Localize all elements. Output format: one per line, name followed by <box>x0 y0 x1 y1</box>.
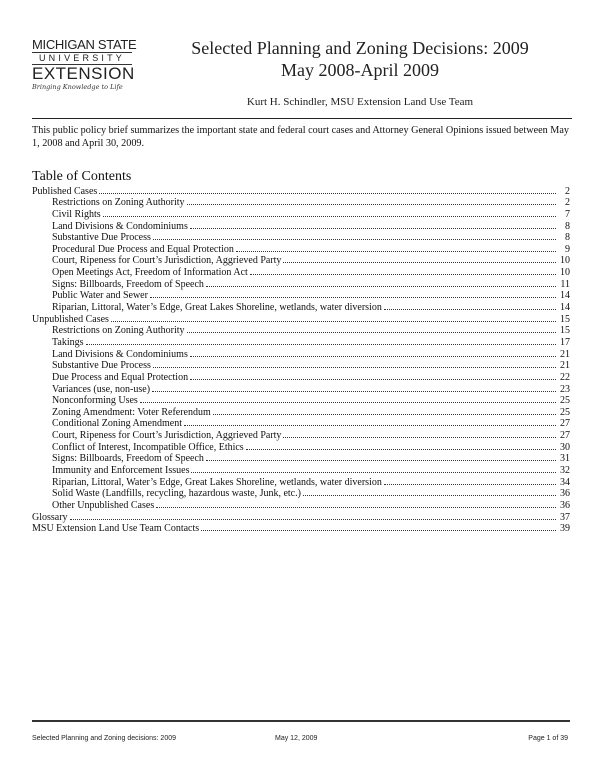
toc-entry[interactable] <box>32 453 570 465</box>
toc-entry-page: 11 <box>560 278 570 290</box>
toc-entry-label: Other Unpublished Cases <box>52 499 155 511</box>
toc-entry-label: Zoning Amendment: Voter Referendum <box>52 406 211 418</box>
toc-dot-leader <box>187 331 557 333</box>
toc-entry-page: 31 <box>560 453 570 465</box>
toc-dot-leader <box>187 203 557 205</box>
toc-entry-label: Nonconforming Uses <box>52 395 138 407</box>
toc-entry[interactable] <box>32 418 570 430</box>
toc-dot-leader <box>103 215 556 217</box>
toc-entry-label: Due Process and Equal Protection <box>52 371 189 383</box>
toc-entry[interactable] <box>32 429 570 441</box>
toc-dot-leader <box>190 378 556 380</box>
footer-divider <box>32 720 570 722</box>
toc-entry-page: 21 <box>560 360 570 372</box>
toc-entry-page: 21 <box>560 348 570 360</box>
toc-dot-leader <box>99 192 556 194</box>
toc-entry-page: 15 <box>560 325 570 337</box>
toc-dot-leader <box>246 448 556 450</box>
footer-date: May 12, 2009 <box>275 735 318 742</box>
toc-entry-page: 14 <box>560 290 570 302</box>
toc-dot-leader <box>201 529 556 531</box>
toc-entry[interactable] <box>32 336 570 348</box>
toc-entry[interactable] <box>32 266 570 278</box>
toc-entry-page: 14 <box>560 302 570 314</box>
toc-entry-page: 17 <box>560 336 570 348</box>
toc-dot-leader <box>152 390 556 392</box>
toc-dot-leader <box>384 483 556 485</box>
toc-entry-label: MSU Extension Land Use Team Contacts <box>32 523 200 535</box>
toc-entry[interactable] <box>32 255 570 267</box>
table-of-contents <box>32 185 570 534</box>
toc-dot-leader <box>190 227 556 229</box>
toc-entry-page: 27 <box>560 418 570 430</box>
toc-entry-label: Riparian, Littoral, Water’s Edge, Great Lakes Shoreline, wetlands, water diversion <box>52 302 382 314</box>
toc-entry[interactable] <box>32 243 570 255</box>
toc-entry-label: Variances (use, non-use) <box>52 383 151 395</box>
logo-tagline: Bringing Knowledge to Life <box>32 83 123 91</box>
toc-entry-label: Conditional Zoning Amendment <box>52 418 182 430</box>
toc-entry-page: 8 <box>565 232 570 244</box>
toc-entry-page: 32 <box>560 465 570 477</box>
toc-entry-label: Published Cases <box>32 185 98 197</box>
toc-entry[interactable] <box>32 348 570 360</box>
toc-entry-page: 2 <box>565 197 570 209</box>
toc-entry[interactable] <box>32 511 570 523</box>
toc-entry[interactable] <box>32 371 570 383</box>
toc-entry[interactable] <box>32 232 570 244</box>
title-line-2: May 2008-April 2009 <box>281 60 439 80</box>
toc-entry-label: Land Divisions & Condominiums <box>52 220 188 232</box>
header-divider <box>32 118 572 119</box>
toc-dot-leader <box>303 494 556 496</box>
toc-entry-label: Conflict of Interest, Incompatible Office, Ethics <box>52 441 244 453</box>
logo-line-1: MICHIGAN STATE <box>32 37 137 52</box>
toc-entry[interactable] <box>32 476 570 488</box>
toc-entry-label: Civil Rights <box>52 208 101 220</box>
toc-entry[interactable] <box>32 464 570 476</box>
toc-entry-page: 9 <box>565 243 570 255</box>
toc-entry[interactable] <box>32 488 570 500</box>
toc-dot-leader <box>384 308 556 310</box>
toc-entry-page: 30 <box>560 441 570 453</box>
author-line: Kurt H. Schindler, MSU Extension Land Use Team <box>246 96 474 108</box>
toc-entry-page: 36 <box>560 488 570 500</box>
toc-entry-page: 39 <box>560 523 570 535</box>
toc-entry-label: Riparian, Littoral, Water’s Edge, Great Lakes Shoreline, wetlands, water diversion <box>52 476 382 488</box>
toc-entry-label: Unpublished Cases <box>32 313 109 325</box>
toc-dot-leader <box>153 366 556 368</box>
toc-entry[interactable] <box>32 278 570 290</box>
toc-entry-page: 25 <box>560 395 570 407</box>
toc-entry-label: Takings <box>52 336 84 348</box>
toc-entry[interactable] <box>32 523 570 535</box>
footer-document-name: Selected Planning and Zoning decisions: 2009 <box>32 735 176 742</box>
toc-entry-page: 22 <box>560 371 570 383</box>
toc-dot-leader <box>190 355 556 357</box>
toc-entry-label: Court, Ripeness for Court’s Jurisdiction, Aggrieved Party <box>52 430 282 442</box>
toc-entry[interactable] <box>32 185 570 197</box>
toc-dot-leader <box>150 296 556 298</box>
toc-dot-leader <box>206 459 556 461</box>
toc-dot-leader <box>184 424 556 426</box>
toc-entry-page: 25 <box>560 406 570 418</box>
toc-dot-leader <box>236 250 556 252</box>
toc-entry[interactable] <box>32 406 570 418</box>
toc-entry-label: Signs: Billboards, Freedom of Speech <box>52 453 204 465</box>
toc-dot-leader <box>140 401 556 403</box>
toc-entry-label: Restrictions on Zoning Authority <box>52 325 185 337</box>
toc-entry[interactable] <box>32 220 570 232</box>
logo-line-2: UNIVERSITY <box>32 52 132 65</box>
toc-entry-label: Signs: Billboards, Freedom of Speech <box>52 278 204 290</box>
toc-dot-leader <box>153 238 556 240</box>
toc-entry[interactable] <box>32 441 570 453</box>
toc-dot-leader <box>86 343 556 345</box>
toc-dot-leader <box>250 273 556 275</box>
toc-entry[interactable] <box>32 383 570 395</box>
footer-page-number: Page 1 of 39 <box>528 735 568 742</box>
toc-dot-leader <box>213 413 556 415</box>
toc-entry-page: 8 <box>565 220 570 232</box>
logo-line-3: EXTENSION <box>32 64 135 83</box>
toc-entry-label: Immunity and Enforcement Issues <box>52 465 190 477</box>
toc-entry-page: 10 <box>560 255 570 267</box>
toc-entry-label: Open Meetings Act, Freedom of Information Act <box>52 267 248 279</box>
toc-heading: Table of Contents <box>32 169 132 184</box>
toc-entry-page: 2 <box>565 185 570 197</box>
toc-entry[interactable] <box>32 313 570 325</box>
toc-entry-page: 27 <box>560 430 570 442</box>
toc-entry[interactable] <box>32 208 570 220</box>
toc-entry-label: Glossary <box>32 511 68 523</box>
toc-entry-label: Substantive Due Process <box>52 360 151 372</box>
toc-entry-label: Procedural Due Process and Equal Protection <box>52 243 234 255</box>
toc-dot-leader <box>206 285 556 287</box>
toc-entry[interactable] <box>32 360 570 372</box>
toc-entry-page: 37 <box>560 511 570 523</box>
document-title <box>150 37 570 81</box>
toc-entry-page: 23 <box>560 383 570 395</box>
toc-entry[interactable] <box>32 499 570 511</box>
toc-entry-page: 15 <box>560 313 570 325</box>
toc-dot-leader <box>283 436 556 438</box>
toc-entry-page: 7 <box>565 208 570 220</box>
msu-extension-logo <box>32 38 142 92</box>
toc-entry-label: Substantive Due Process <box>52 232 151 244</box>
toc-dot-leader <box>70 518 556 520</box>
toc-dot-leader <box>156 506 556 508</box>
toc-entry-page: 10 <box>560 267 570 279</box>
toc-entry[interactable] <box>32 395 570 407</box>
toc-dot-leader <box>191 471 556 473</box>
toc-entry-label: Solid Waste (Landfills, recycling, hazardous waste, Junk, etc.) <box>52 488 301 500</box>
toc-dot-leader <box>283 261 556 263</box>
title-line-1: Selected Planning and Zoning Decisions: 2009 <box>191 38 529 58</box>
toc-entry-page: 34 <box>560 476 570 488</box>
toc-entry[interactable] <box>32 301 570 313</box>
toc-dot-leader <box>111 320 556 322</box>
intro-paragraph: This public policy brief summarizes the important state and federal court cases and Attorney General Opinions issued between May 1, 2008 and April 30, 2009. <box>32 125 569 149</box>
toc-entry-page: 36 <box>560 499 570 511</box>
toc-entry-label: Land Divisions & Condominiums <box>52 348 188 360</box>
toc-entry[interactable] <box>32 325 570 337</box>
toc-entry[interactable] <box>32 290 570 302</box>
toc-entry-label: Restrictions on Zoning Authority <box>52 197 185 209</box>
toc-entry-label: Court, Ripeness for Court’s Jurisdiction, Aggrieved Party <box>52 255 282 267</box>
toc-entry-label: Public Water and Sewer <box>52 290 148 302</box>
toc-entry[interactable] <box>32 197 570 209</box>
